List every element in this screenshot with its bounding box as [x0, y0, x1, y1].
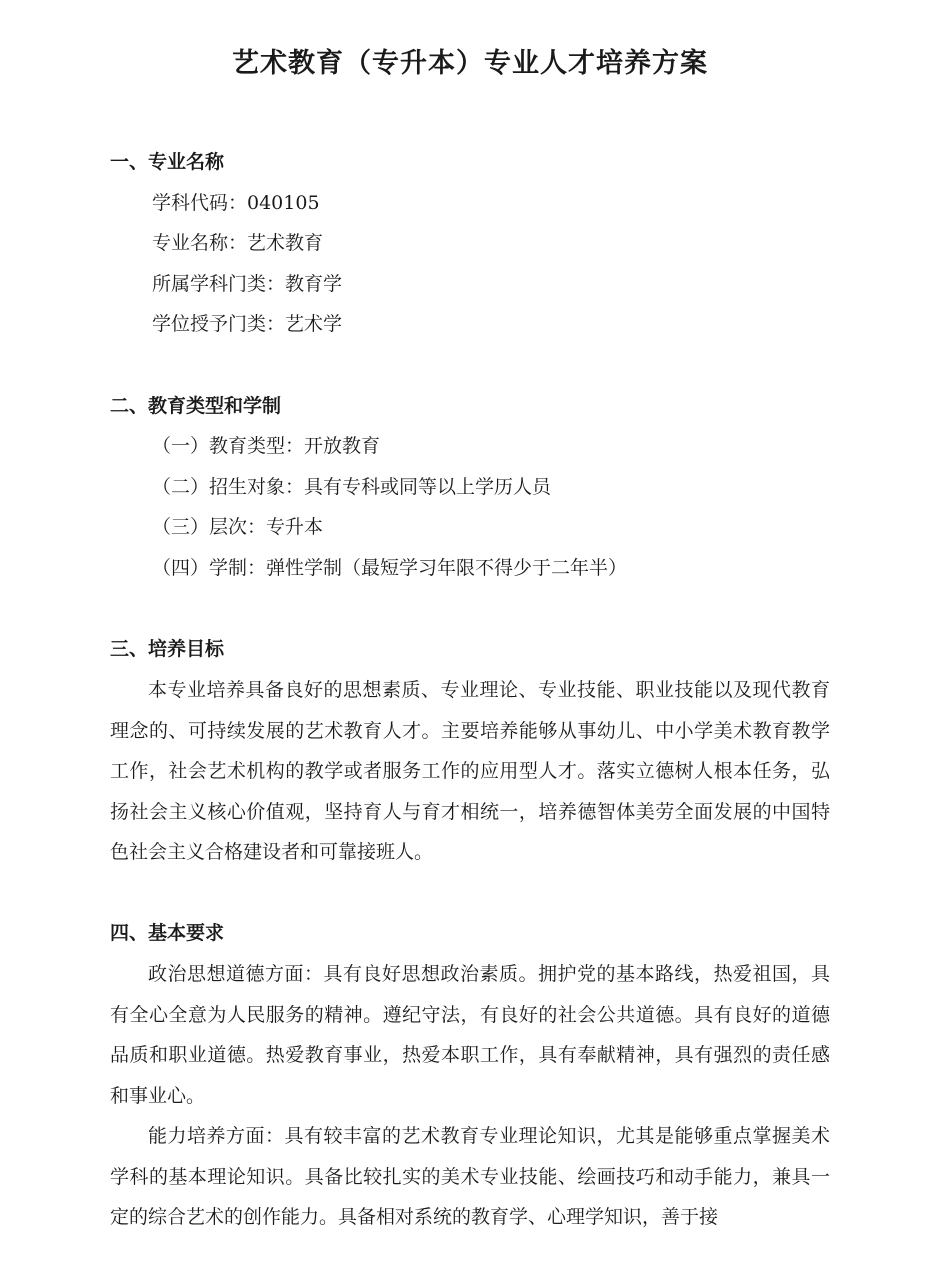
body-paragraph: 能力培养方面：具有较丰富的艺术教育专业理论知识，尤其是能够重点掌握美术学科的基本理论知识。具备比较扎实的美术专业技能、绘画技巧和动手能力，兼具一定的综合艺术的创作能力。具备相对系统的教育学、心理学知识，善于接	[110, 1125, 830, 1229]
body-paragraph: 政治思想道德方面：具有良好思想政治素质。拥护党的基本路线，热爱祖国，具有全心全意为人民服务的精神。遵纪守法，有良好的社会公共道德。具有良好的道德品质和职业道德。热爱教育事业，热爱本职工作，具有奉献精神，具有强烈的责任感和事业心。	[110, 963, 830, 1107]
section-heading: 四、基本要求	[110, 922, 225, 944]
section-heading: 一、专业名称	[110, 151, 225, 173]
info-line: （四）学制：弹性学制（最短学习年限不得少于二年半）	[152, 557, 628, 579]
info-line: 学科代码：040105	[152, 192, 320, 214]
info-line: （一）教育类型：开放教育	[152, 435, 381, 457]
info-line: 所属学科门类：教育学	[152, 273, 343, 295]
section-heading: 三、培养目标	[110, 638, 225, 660]
info-line: 学位授予门类：艺术学	[152, 313, 343, 335]
body-paragraph: 本专业培养具备良好的思想素质、专业理论、专业技能、职业技能以及现代教育理念的、可持续发展的艺术教育人才。主要培养能够从事幼儿、中小学美术教育教学工作，社会艺术机构的教学或者服务工作的应用型人才。落实立德树人根本任务，弘扬社会主义核心价值观，坚持育人与育才相统一，培养德智体美劳全面发展的中国特色社会主义合格建设者和可靠接班人。	[110, 679, 830, 864]
document-title: 艺术教育（专升本）专业人才培养方案	[232, 48, 708, 79]
info-line: 专业名称：艺术教育	[152, 232, 324, 254]
section-heading: 二、教育类型和学制	[110, 395, 282, 417]
info-line: （三）层次：专升本	[152, 516, 324, 538]
info-line: （二）招生对象：具有专科或同等以上学历人员	[152, 476, 552, 498]
